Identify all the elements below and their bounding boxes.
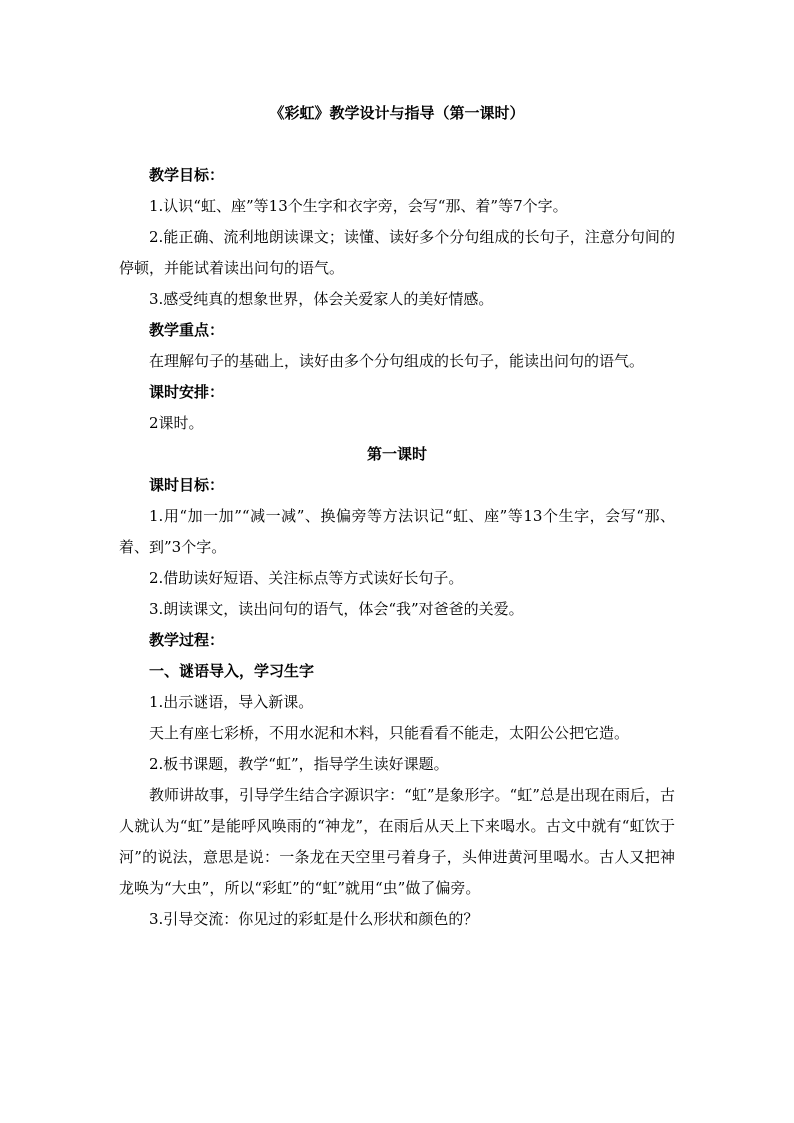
section-heading-lesson-goals: 课时目标： [149, 476, 225, 494]
process-step-heading-1: 一、谜语导入，学习生字 [149, 662, 315, 680]
story-paragraph: 教师讲故事，引导学生结合字源识字：“虹”是象形字。“虹”总是出现在雨后，古人就认为“虹”是能呼风唤雨的“神龙”，在雨后从天上下来喝水。古文中就有“虹饮于河”的说法，意思是说：一条龙在天空里弓着身子，头伸进黄河里喝水。古人又把神龙唤为“大虫”，所以“彩虹”的“虹”就用“虫”做了偏旁。 [119, 786, 675, 897]
goal-item-3: 3.感受纯真的想象世界，体会关爱家人的美好情感。 [149, 290, 494, 308]
lesson-one-heading: 第一课时 [366, 445, 427, 463]
section-heading-process: 教学过程： [149, 631, 225, 649]
section-heading-schedule: 课时安排： [149, 383, 225, 401]
riddle-text: 天上有座七彩桥，不用水泥和木料，只能看看不能走，太阳公公把它造。 [149, 724, 630, 742]
goal-item-1: 1.认识“虹、座”等13个生字和衣字旁，会写“那、着”等7个字。 [149, 197, 568, 215]
goal-item-2: 2.能正确、流利地朗读课文；读懂、读好多个分句组成的长句子，注意分句间的停顿，并能试着读出问句的语气。 [119, 228, 675, 277]
section-heading-teaching-goals: 教学目标： [149, 166, 225, 184]
process-item-1: 1.出示谜语，导入新课。 [149, 693, 314, 711]
section-heading-key-points: 教学重点： [149, 321, 225, 339]
document-title: 《彩虹》教学设计与指导（第一课时） [269, 104, 525, 122]
lesson-goal-item-1: 1.用“加一加”“减一减”、换偏旁等方法识记“虹、座”等13个生字，会写“那、着、到”3个字。 [119, 507, 675, 556]
document-body [119, 98, 675, 935]
process-item-2: 2.板书课题，教学“虹”，指导学生读好课题。 [149, 755, 449, 773]
process-item-3: 3.引导交流：你见过的彩虹是什么形状和颜色的？ [149, 910, 479, 928]
lesson-goal-item-2: 2.借助读好短语、关注标点等方式读好长句子。 [149, 569, 464, 587]
key-point-text: 在理解句子的基础上，读好由多个分句组成的长句子，能读出问句的语气。 [149, 352, 645, 370]
lesson-goal-item-3: 3.朗读课文，读出问句的语气，体会“我”对爸爸的关爱。 [149, 600, 524, 618]
schedule-text: 2课时。 [149, 414, 204, 432]
